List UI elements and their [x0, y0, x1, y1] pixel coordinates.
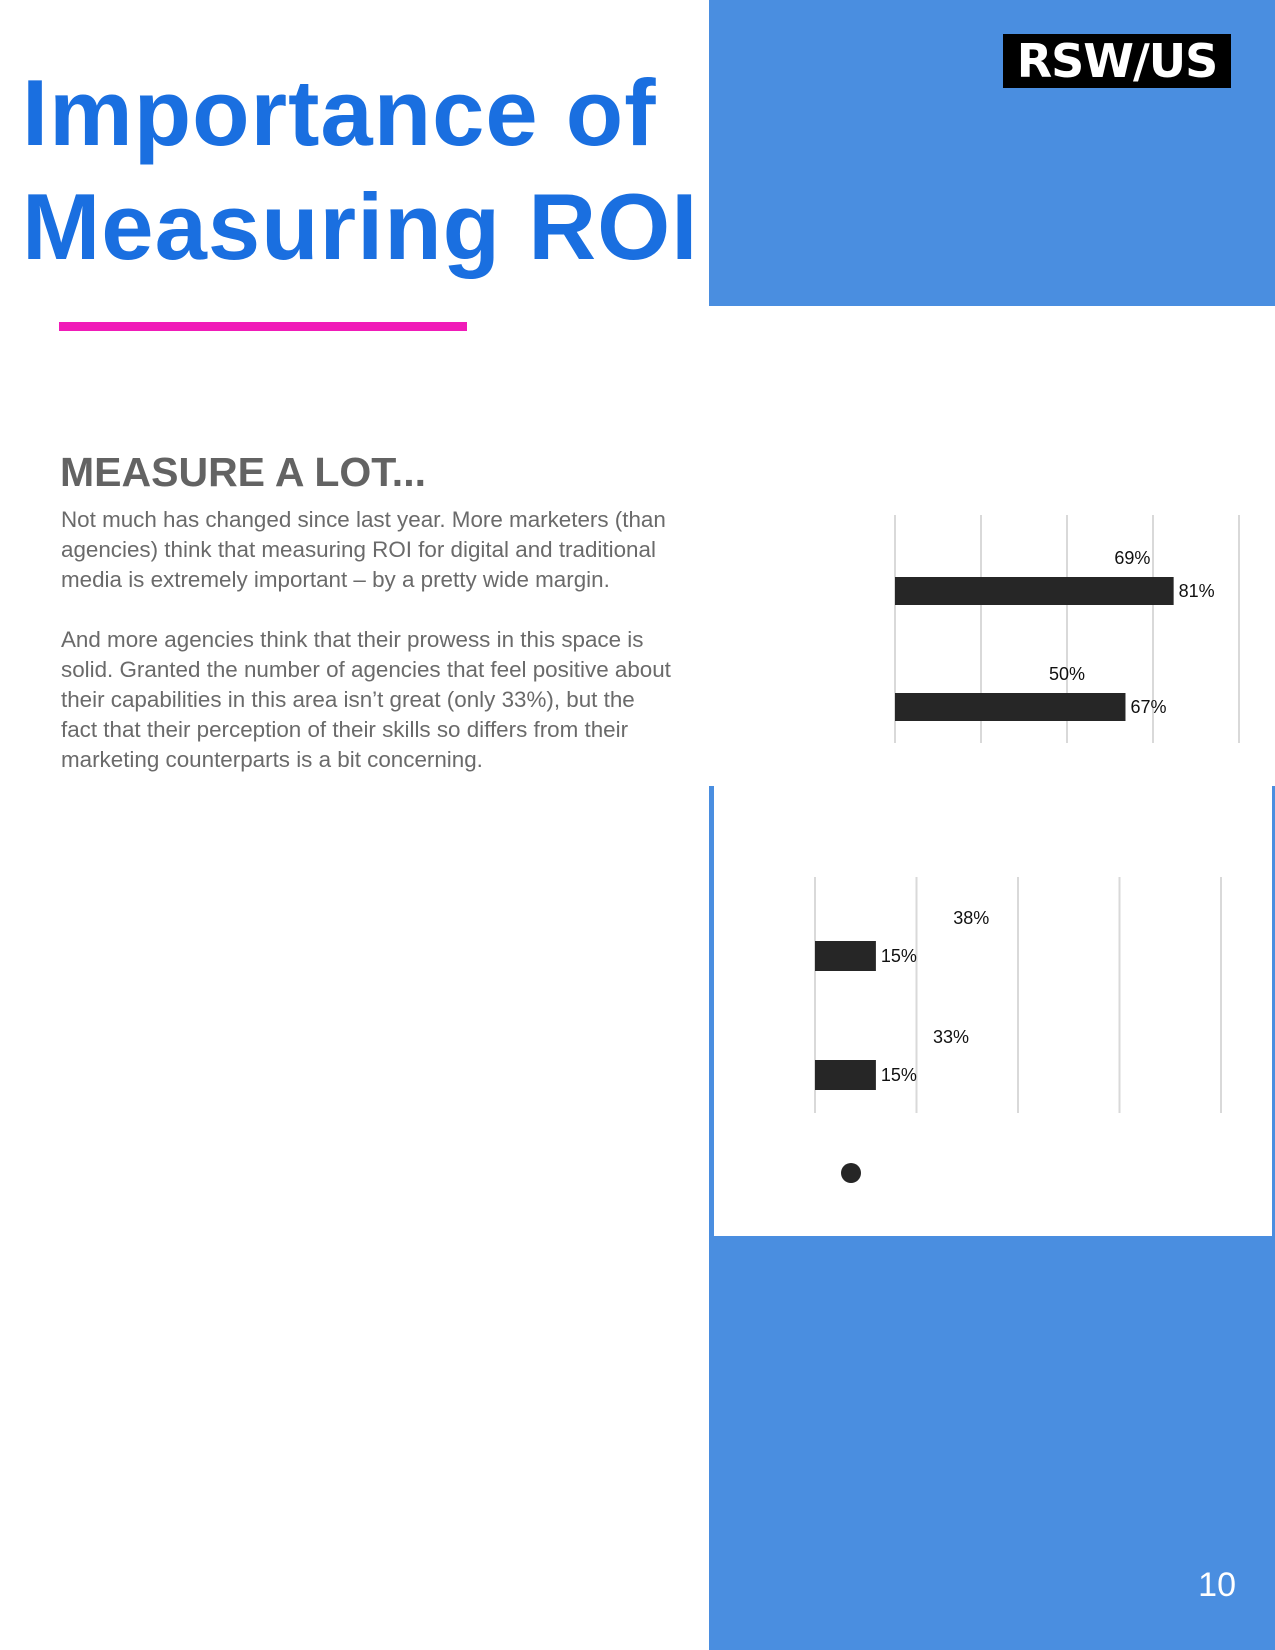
- chart-measurement-capability: [815, 877, 1235, 1113]
- accent-divider: [59, 322, 467, 331]
- chart1-data-label: 69%: [1114, 548, 1151, 568]
- section-heading: MEASURE A LOT...: [60, 449, 426, 495]
- chart2-bar: [815, 1060, 876, 1090]
- chart2-data-label: 15%: [880, 1065, 917, 1085]
- page-title-line-1: Importance of: [22, 60, 657, 165]
- chart-importance-roi: [895, 515, 1255, 745]
- page-number: 10: [1198, 1566, 1236, 1604]
- page-title: [22, 56, 702, 284]
- body-paragraph-2: And more agencies think that their prowess in this space is solid. Granted the number of agencies that feel positive about their capabilities in this area isn’t great (only 33%), but the fact that their perception of their skills so differs from their marketing counterparts is a bit concerning.: [61, 627, 671, 772]
- body-copy: [61, 505, 671, 805]
- chart1-bar: [895, 693, 1125, 721]
- legend-marker: [841, 1163, 861, 1183]
- chart2-data-label: 33%: [932, 1027, 969, 1047]
- chart2-bar: [815, 941, 876, 971]
- rswus-logo: RSW/US: [1003, 34, 1231, 88]
- page-title-line-2: Measuring ROI: [22, 174, 699, 279]
- body-paragraph-1: Not much has changed since last year. More marketers (than agencies) think that measuring ROI for digital and traditional media is extremely important – by a pretty wide margin.: [61, 507, 666, 592]
- chart1-data-label: 50%: [1048, 664, 1085, 684]
- chart2-data-label: 15%: [880, 946, 917, 966]
- chart2-data-label: 38%: [953, 908, 990, 928]
- chart1-data-label: 67%: [1130, 697, 1167, 717]
- chart1-bar: [895, 577, 1174, 605]
- chart1-data-label: 81%: [1178, 581, 1215, 601]
